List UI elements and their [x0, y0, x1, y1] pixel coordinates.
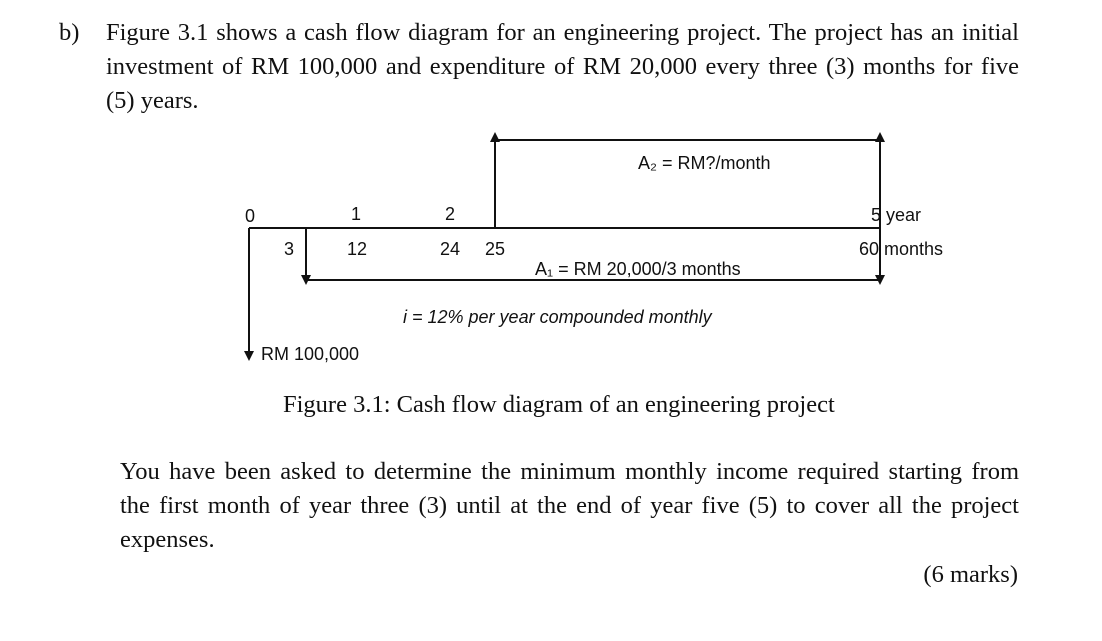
figure-caption: Figure 3.1: Cash flow diagram of an engineering project — [283, 391, 835, 418]
instruction-line-1: You have been asked to determine the minimum monthly income required starting from — [120, 458, 1019, 485]
instruction-line-3: expenses. — [120, 526, 215, 553]
year-label-1: 1 — [351, 204, 362, 224]
year-label-5: 5 year — [871, 205, 922, 225]
instruction-line-2: the first month of year three (3) until at the end of year five (5) to cover all the project — [120, 492, 1019, 519]
year-label-0: 0 — [245, 206, 256, 226]
a1-label: A₁ = RM 20,000/3 months — [535, 259, 741, 279]
month-label-24: 24 — [440, 239, 461, 259]
marks-label: (6 marks) — [923, 561, 1018, 588]
months-unit-label: months — [884, 239, 944, 259]
month-label-3: 3 — [284, 239, 295, 259]
question-line-3: (5) years. — [106, 87, 199, 114]
question-line-2: investment of RM 100,000 and expenditure of RM 20,000 every three (3) months for five — [106, 53, 1019, 80]
a2-label: A₂ = RM?/month — [638, 153, 771, 173]
interest-rate-label: i = 12% per year compounded monthly — [403, 307, 712, 327]
year-label-2: 2 — [445, 204, 456, 224]
initial-investment-label: RM 100,000 — [261, 344, 360, 364]
question-label: b) — [59, 19, 80, 46]
month-label-12: 12 — [347, 239, 368, 259]
question-line-1: Figure 3.1 shows a cash flow diagram for an engineering project. The project has an initial — [106, 19, 1019, 46]
month-label-25: 25 — [485, 239, 506, 259]
month-label-60: 60 — [859, 239, 880, 259]
